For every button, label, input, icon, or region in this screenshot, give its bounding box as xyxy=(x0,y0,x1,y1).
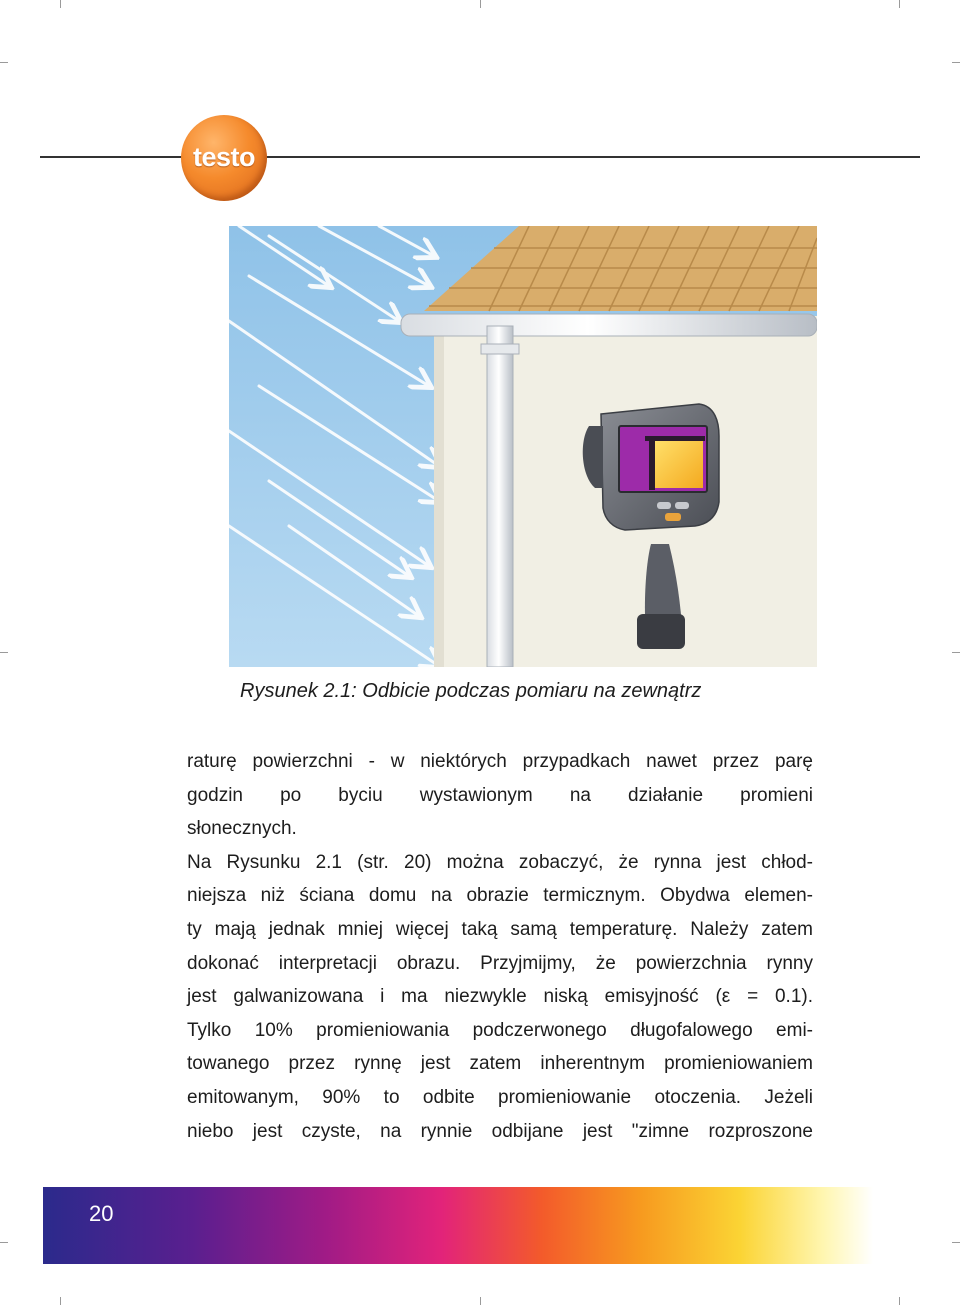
pipe-bracket xyxy=(481,344,519,354)
rain-gutter xyxy=(401,314,817,336)
text-line: jest galwanizowana i ma niezwykle niską emisyjność (ε = 0.1). xyxy=(187,986,813,1008)
text-line: raturę powierzchni - w niektórych przypadkach nawet przez parę xyxy=(187,751,813,772)
text-line: godzin po byciu wystawionym na działanie promieni xyxy=(187,784,813,806)
text-line: dokonać interpretacji obrazu. Przyjmijmy, że powierzchnia rynny xyxy=(187,952,813,974)
crop-mark xyxy=(952,62,960,63)
text-line: Tylko 10% promieniowania podczerwonego długofalowego emi- xyxy=(187,1019,813,1041)
crop-mark xyxy=(60,1297,61,1305)
figure-caption: Rysunek 2.1: Odbicie podczas pomiaru na zewnątrz xyxy=(240,680,702,702)
text-line: niebo jest czyste, na rynnie odbijane jest "zimne rozproszone xyxy=(187,1120,813,1142)
downpipe xyxy=(487,326,513,667)
screen-pipe xyxy=(649,438,655,490)
crop-mark xyxy=(0,62,8,63)
text-line: słonecznych. xyxy=(187,818,297,840)
text-line: ty mają jednak mniej więcej taką samą temperaturę. Należy zatem xyxy=(187,918,813,940)
crop-mark xyxy=(952,1242,960,1243)
crop-mark xyxy=(899,1297,900,1305)
reflection-illustration xyxy=(229,226,817,667)
crop-mark xyxy=(480,1297,481,1305)
crop-mark xyxy=(480,0,481,8)
header-rule xyxy=(40,156,920,158)
text-line: towanego przez rynnę jest zatem inherentnym promieniowaniem xyxy=(187,1053,813,1075)
wall-edge xyxy=(434,316,444,667)
crop-mark xyxy=(952,652,960,653)
figure-illustration xyxy=(229,226,817,667)
crop-mark xyxy=(0,652,8,653)
text-line: emitowanym, 90% to odbite promieniowanie otoczenia. Jeżeli xyxy=(187,1086,813,1108)
screen-hot-region xyxy=(655,440,703,488)
text-line: Na Rysunku 2.1 (str. 20) można zobaczyć, że rynna jest chłod- xyxy=(187,851,813,873)
crop-mark xyxy=(0,1242,8,1243)
testo-logo xyxy=(181,115,267,201)
text-line: niejsza niż ściana domu na obrazie termicznym. Obydwa elemen- xyxy=(187,885,813,907)
body-text xyxy=(187,745,813,1148)
footer-gradient-bar xyxy=(43,1187,873,1264)
logo-text: testo xyxy=(192,141,255,172)
crop-mark xyxy=(899,0,900,8)
page-number: 20 xyxy=(89,1201,114,1226)
crop-mark xyxy=(60,0,61,8)
camera-handle-base xyxy=(637,614,685,649)
